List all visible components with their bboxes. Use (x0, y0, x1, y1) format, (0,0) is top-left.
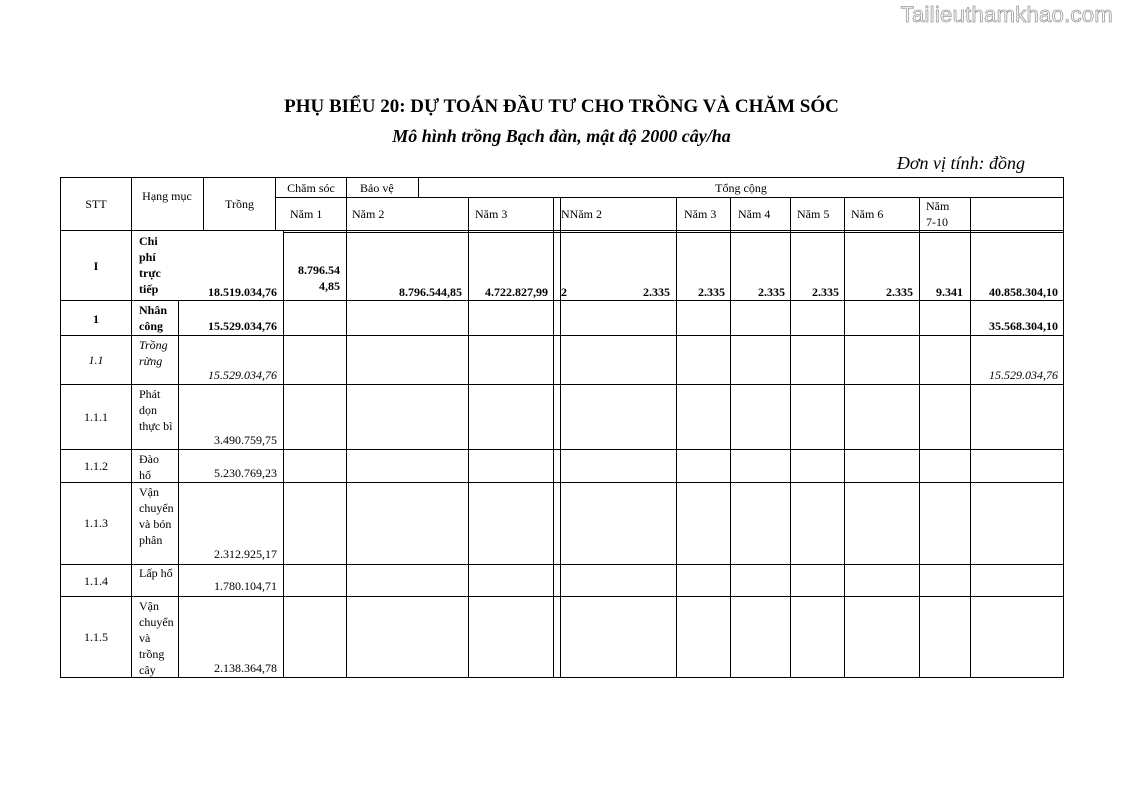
row-item: Chi phí trực tiếp (139, 234, 161, 296)
row-nam1: 8.796.54 4,85 (298, 263, 340, 293)
watermark: Tailieuthamkhao.com (900, 2, 1113, 27)
page-title: PHỤ BIỂU 20: DỰ TOÁN ĐẦU TƯ CHO TRỒNG VÀ CHĂM SÓC (284, 96, 839, 117)
header-nam3b: Năm 3 (684, 207, 717, 221)
row-nam6: 2.335 (886, 285, 913, 299)
row-nam3a: 4.722.827,99 (485, 285, 548, 299)
header-trong: Trồng (225, 197, 254, 211)
row-nam5: 2.335 (812, 285, 839, 299)
row-trong: 15.529.034,76 (208, 319, 277, 333)
row-trong: 3.490.759,75 (214, 433, 277, 447)
row-item: Đào hố (139, 452, 159, 482)
row-item: Vận chuyển và bón phân (139, 485, 174, 547)
unit-label: Đơn vị tính: đồng (896, 153, 1025, 173)
row-item: Vận chuyển và trồng cây (139, 599, 174, 677)
header-cham-soc: Chăm sóc (287, 181, 335, 195)
row-nam3b: 2.335 (698, 285, 725, 299)
row-trong: 2.312.925,17 (214, 547, 277, 561)
header-nam2b: NNăm 2 (561, 207, 602, 221)
row-trong: 5.230.769,23 (214, 466, 277, 480)
header-nam6: Năm 6 (851, 207, 884, 221)
header-nam3a: Năm 3 (475, 207, 508, 221)
row-item: Phát dọn thực bì (139, 387, 173, 433)
row-stt: 1.1.2 (84, 459, 108, 473)
row-trong: 1.780.104,71 (214, 579, 277, 593)
row-nam2b: 2.335 (643, 285, 670, 299)
row-total: 15.529.034,76 (989, 368, 1058, 382)
row-trong: 2.138.364,78 (214, 661, 277, 675)
row-stt: 1.1 (88, 353, 104, 367)
row-trong: 18.519.034,76 (208, 285, 277, 299)
row-stt: I (93, 259, 99, 273)
row-gap: 2 (561, 285, 567, 299)
row-total: 40.858.304,10 (989, 285, 1058, 299)
row-stt: 1.1.5 (84, 630, 108, 644)
header-bao-ve: Bảo vệ (360, 181, 394, 195)
header-tong-cong: Tổng cộng (715, 181, 767, 195)
header-stt: STT (85, 197, 107, 211)
row-item: Nhân công (139, 303, 168, 333)
row-trong: 15.529.034,76 (208, 368, 277, 382)
row-stt: 1.1.3 (84, 516, 108, 530)
header-nam7-10: Năm 7-10 (926, 199, 950, 229)
row-stt: 1.1.4 (84, 574, 108, 588)
row-stt: 1.1.1 (84, 410, 108, 424)
row-nam4: 2.335 (758, 285, 785, 299)
header-hang-muc: Hạng mục (142, 189, 192, 203)
row-nam7-10: 9.341 (936, 285, 963, 299)
header-nam4: Năm 4 (738, 207, 771, 221)
header-nam2a: Năm 2 (352, 207, 385, 221)
header-nam1: Năm 1 (290, 207, 323, 221)
row-nam2a: 8.796.544,85 (399, 285, 462, 299)
row-stt: 1 (93, 312, 99, 326)
header-nam5: Năm 5 (797, 207, 830, 221)
row-total: 35.568.304,10 (989, 319, 1058, 333)
row-item: Trồng rừng (139, 338, 168, 368)
row-item: Lấp hố (139, 566, 173, 580)
page-subtitle: Mô hình trồng Bạch đàn, mật độ 2000 cây/ha (392, 126, 731, 146)
